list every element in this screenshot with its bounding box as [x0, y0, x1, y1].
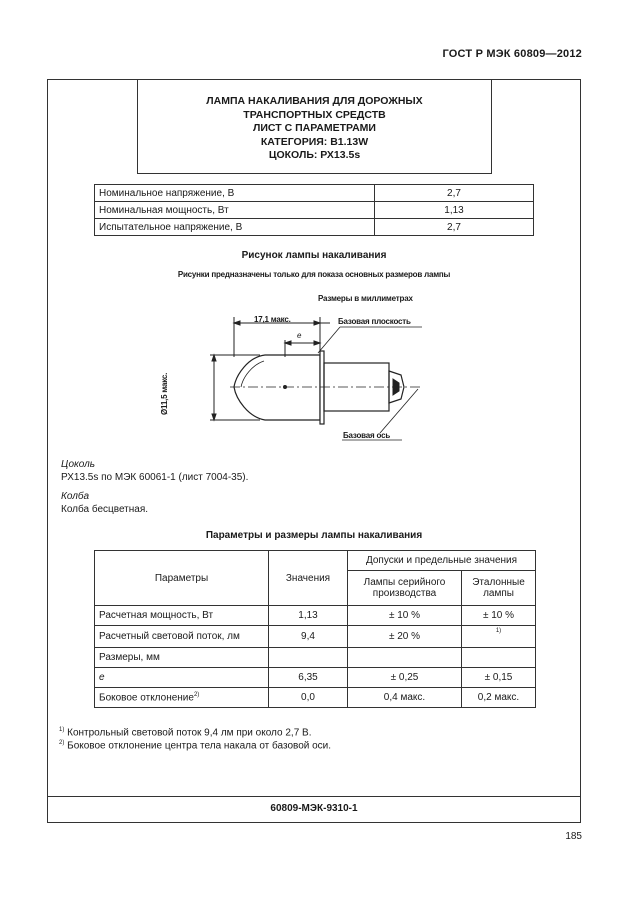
- base-flange: [320, 351, 324, 424]
- param-ref: 0,2 макс.: [462, 688, 536, 708]
- param-ref: ± 10 %: [462, 606, 536, 626]
- dimensions-note: Размеры в миллиметрах: [318, 294, 413, 303]
- table-header-row: [95, 551, 536, 571]
- table-row: [95, 626, 536, 648]
- arrowhead: [212, 414, 216, 420]
- title-line-2: ТРАНСПОРТНЫХ СРЕДСТВ: [243, 108, 386, 121]
- footnote-text: Контрольный световой поток 9,4 лм при около 2,7 В.: [67, 727, 312, 739]
- rating-label: Испытательное напряжение, В: [95, 219, 375, 236]
- cap-text: РХ13.5s по МЭК 60061-1 (лист 7004-35).: [61, 472, 249, 483]
- param-value: 0,0: [269, 688, 348, 708]
- param-name: Расчетная мощность, Вт: [95, 606, 269, 626]
- header-serial-line1: Лампы серийного: [363, 577, 446, 588]
- footnote-text: Боковое отклонение центра тела накала от базовой оси.: [67, 740, 332, 752]
- standard-header: ГОСТ Р МЭК 60809—2012: [442, 48, 582, 60]
- param-serial: ± 20 %: [348, 626, 462, 648]
- footnote-mark: 2): [193, 691, 200, 698]
- bulb-highlight: [241, 361, 264, 387]
- table-row: [95, 219, 534, 236]
- footnote-mark: 1): [59, 727, 65, 733]
- rating-label: Номинальное напряжение, В: [95, 185, 375, 202]
- reference-axis-label: Базовая ось: [343, 431, 391, 440]
- param-name: e: [95, 668, 269, 688]
- ratings-table: [94, 184, 534, 236]
- header-serial: [348, 571, 462, 606]
- bulb-text: Колба бесцветная.: [61, 504, 149, 515]
- param-ref-empty: [462, 648, 536, 668]
- header-reference: [462, 571, 536, 606]
- reference-plane-label: Базовая плоскость: [338, 317, 411, 326]
- table-row: [95, 668, 536, 688]
- header-params: Параметры: [95, 551, 269, 606]
- dim-diameter-label: Ø11,5 макс.: [160, 372, 169, 415]
- bulb-heading: Колба: [61, 491, 90, 502]
- params-heading: Параметры и размеры лампы накаливания: [205, 530, 423, 541]
- dim-e-label: e: [297, 331, 302, 340]
- title-line-3: ЛИСТ С ПАРАМЕТРАМИ: [253, 122, 376, 134]
- header-reference-line2: лампы: [483, 588, 514, 599]
- title-line-4: КАТЕГОРИЯ: В1.13W: [260, 135, 369, 148]
- table-row: [95, 688, 536, 708]
- param-value: 9,4: [269, 626, 348, 648]
- table-row: [95, 648, 536, 668]
- page-number: 185: [565, 831, 582, 842]
- param-name: Размеры, мм: [95, 648, 269, 668]
- param-ref-footnote: 1): [462, 626, 536, 648]
- figure-heading: Рисунок лампы накаливания: [241, 250, 387, 261]
- param-value: 1,13: [269, 606, 348, 626]
- table-row: [95, 185, 534, 202]
- title-block: [137, 79, 492, 174]
- footnote-2: [59, 740, 331, 751]
- glass-bulb: [234, 355, 320, 420]
- arrowhead: [285, 341, 291, 345]
- param-serial: ± 0,25: [348, 668, 462, 688]
- dim-length-label: 17,1 макс.: [254, 315, 291, 324]
- lamp-drawing: [190, 305, 450, 450]
- param-serial-empty: [348, 648, 462, 668]
- footnote-1: [59, 727, 311, 738]
- header-values: Значения: [269, 551, 348, 606]
- param-serial: ± 10 %: [348, 606, 462, 626]
- table-row: [95, 202, 534, 219]
- param-value-empty: [269, 648, 348, 668]
- param-name-cell: [95, 688, 269, 708]
- header-serial-line2: производства: [372, 588, 437, 599]
- param-name: Боковое отклонение: [99, 692, 194, 704]
- leader-line: [318, 327, 340, 353]
- footnote-mark: 2): [59, 740, 65, 746]
- figure-note: Рисунки предназначены только для показа основных размеров лампы: [177, 270, 451, 279]
- header-reference-line1: Эталонные: [472, 577, 525, 588]
- params-table: [94, 550, 536, 708]
- arrowhead: [212, 355, 216, 361]
- arrowhead: [314, 341, 320, 345]
- cap-heading: Цоколь: [61, 459, 96, 470]
- arrowhead: [314, 321, 320, 325]
- rating-value: 1,13: [375, 202, 534, 219]
- title-line-1: ЛАМПА НАКАЛИВАНИЯ ДЛЯ ДОРОЖНЫХ: [206, 95, 423, 107]
- param-name: Расчетный световой поток, лм: [95, 626, 269, 648]
- table-row: [95, 606, 536, 626]
- arrowhead: [234, 321, 240, 325]
- param-ref: ± 0,15: [462, 668, 536, 688]
- header-tolerances: Допуски и предельные значения: [348, 551, 536, 571]
- filament-center: [283, 385, 287, 389]
- footer-divider: [47, 796, 581, 797]
- param-serial: 0,4 макс.: [348, 688, 462, 708]
- rating-value: 2,7: [375, 219, 534, 236]
- param-value: 6,35: [269, 668, 348, 688]
- title-line-5: ЦОКОЛЬ: РХ13.5s: [268, 149, 361, 161]
- sheet-code: 60809-МЭК-9310-1: [270, 803, 358, 814]
- rating-label: Номинальная мощность, Вт: [95, 202, 375, 219]
- rating-value: 2,7: [375, 185, 534, 202]
